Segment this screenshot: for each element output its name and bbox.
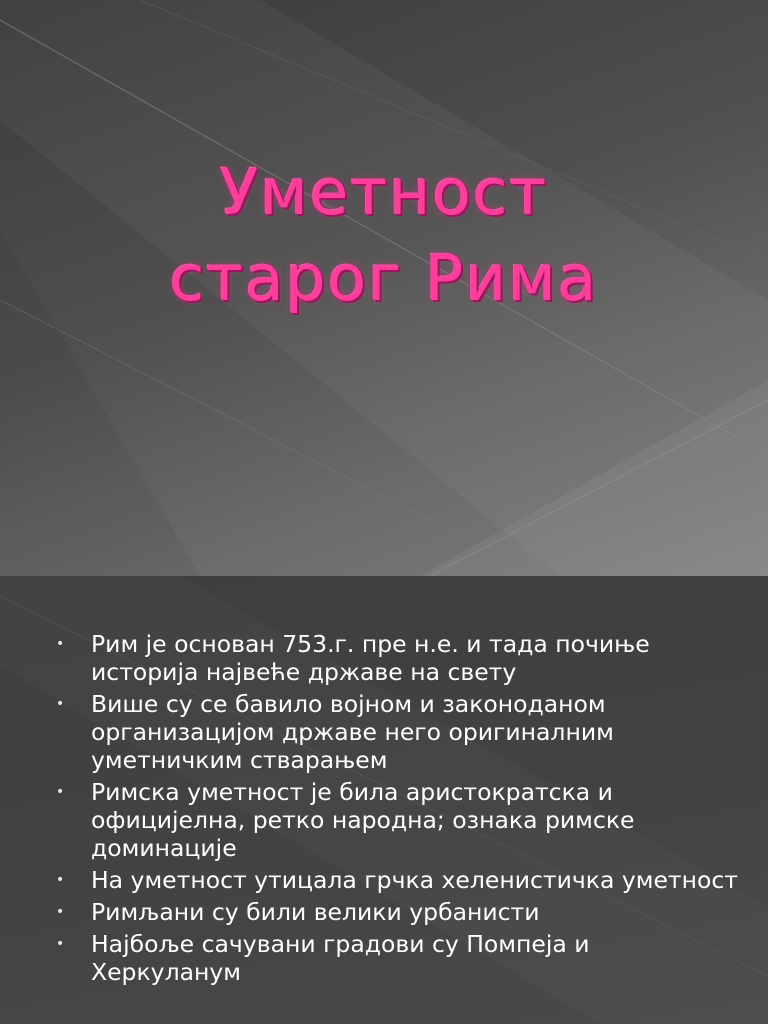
- bullet-dot: •: [56, 696, 65, 712]
- bullet-item: [56, 630, 746, 686]
- bullet-dot: •: [56, 636, 65, 652]
- bullet-text: Више су се бавило војном и законоданом организацијом државе него оригиналним уметничким стварањем: [91, 690, 614, 774]
- bullet-dot: •: [56, 872, 65, 888]
- bullet-dot: •: [56, 784, 65, 800]
- bullet-list: [56, 630, 746, 990]
- title-line-2: старог Рима: [169, 242, 599, 315]
- slide-title: [0, 150, 768, 322]
- bullet-dot: •: [56, 904, 65, 920]
- bullet-item: [56, 778, 746, 862]
- bullet-item: [56, 930, 746, 986]
- bullet-item: [56, 690, 746, 774]
- bullet-item: [56, 866, 746, 894]
- bullet-item: [56, 898, 746, 926]
- bullet-dot: •: [56, 936, 65, 952]
- bullet-text: Римска уметност је била аристократска и официјелна, ретко народна; ознака римске доминације: [91, 778, 635, 862]
- title-line-1: Уметност: [219, 156, 549, 229]
- bullet-text: На уметност утицала грчка хеленистичка уметност: [91, 866, 738, 894]
- bullet-text: Римљани су били велики урбанисти: [91, 898, 540, 926]
- bullet-text: Најбоље сачувани градови су Помпеја и Херкуланум: [91, 930, 590, 986]
- bullet-text: Рим је основан 753.г. пре н.е. и тада почиње историја највеће државе на свету: [91, 630, 650, 686]
